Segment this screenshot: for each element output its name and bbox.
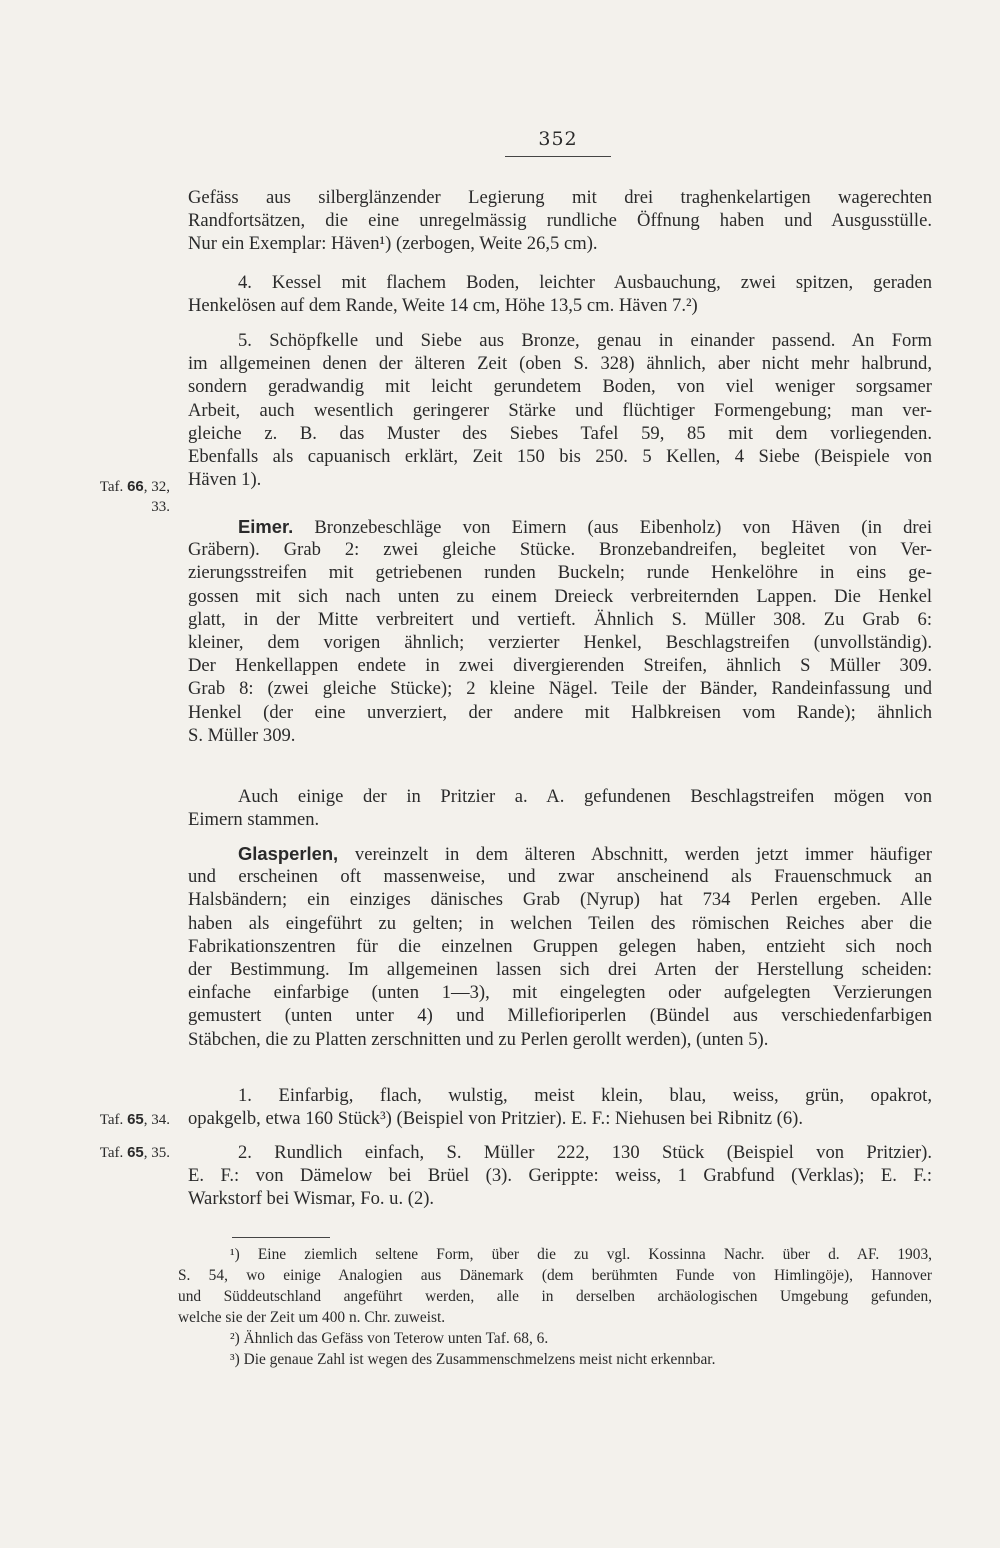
text-line: gossen mit sich nach unten zu einem Dreieck verbreiternden Lappen. Die Henkel	[188, 585, 932, 607]
text-line: Glasperlen, vereinzelt in dem älteren Abschnitt, werden jetzt immer häufiger	[238, 843, 933, 865]
margin-note-taf66: Taf. 66, 32, 33.	[99, 478, 170, 515]
text-line: glatt, in der Mitte verbreitert und vertieft. Ähnlich S. Müller 308. Zu Grab 6:	[188, 608, 932, 630]
text-line: 4. Kessel mit flachem Boden, leichter Ausbauchung, zwei spitzen, geraden	[238, 272, 932, 293]
footnote-line: S. 54, wo einige Analogien aus Dänemark (dem berühmten Funde von Himlingöje), Hannover	[178, 1267, 932, 1284]
text-line: der Bestimmung. Im allgemeinen lassen sich drei Arten der Herstellung scheiden:	[188, 958, 932, 980]
text-line: Nur ein Exemplar: Häven¹) (zerbogen, Weite 26,5 cm).	[188, 233, 598, 255]
footnote-line: ¹) Eine ziemlich seltene Form, über die zu vgl. Kossinna Nachr. über d. AF. 1903,	[230, 1246, 932, 1263]
text-line: im allgemeinen denen der älteren Zeit (oben S. 328) ähnlich, aber nicht mehr halbrund,	[188, 353, 932, 375]
text-line: zierungsstreifen mit getriebenen runden Buckeln; runde Henkelöhre in eins ge-	[188, 562, 932, 584]
text-line: S. Müller 309.	[188, 724, 296, 746]
paragraph-pritzier	[188, 785, 932, 831]
paragraph-glasperlen	[188, 842, 932, 1051]
text-line: Randfortsätzen, die eine unregelmässig rundliche Öffnung haben und Ausgusstülle.	[188, 210, 932, 232]
footnote-line: ³) Die genaue Zahl ist wegen des Zusammenschmelzens meist nicht erkennbar.	[230, 1351, 716, 1368]
footnote-line: ²) Ähnlich das Gefäss von Teterow unten Taf. 68, 6.	[230, 1330, 549, 1347]
text-line: Halsbändern; ein einziges dänisches Grab (Nyrup) hat 734 Perlen ergeben. Alle	[188, 889, 932, 911]
footnote-separator	[232, 1237, 330, 1238]
text-line: Henkel (der eine unverziert, der andere mit Halbkreisen vom Rande); ähnlich	[188, 701, 932, 723]
text-line: opakgelb, etwa 160 Stück³) (Beispiel von Pritzier). E. F.: Niehusen bei Ribnitz (6).	[188, 1108, 803, 1130]
footnote-line: welche sie der Zeit um 400 n. Chr. zuweist.	[178, 1309, 446, 1326]
margin-note-taf65-34: Taf. 65, 34.	[99, 1111, 170, 1128]
section-heading-eimer: Eimer.	[238, 516, 294, 537]
text-line: Ebenfalls als capuanisch erklärt, Zeit 150 bis 250. 5 Kellen, 4 Siebe (Beispiele von	[188, 445, 932, 467]
text-line: einfache einfarbige (unten 1—3), mit eingelegten oder aufgelegten Verzierungen	[188, 982, 932, 1004]
text-line: Auch einige der in Pritzier a. A. gefundenen Beschlagstreifen mögen von	[238, 786, 932, 807]
text-line: Eimern stammen.	[188, 809, 320, 831]
text-line: sondern geradwandig mit leicht gerundetem Boden, von viel weniger sorgsamer	[188, 376, 932, 398]
paragraph-gefaess	[188, 186, 932, 256]
text-line: Gräbern). Grab 2: zwei gleiche Stücke. Bronzebandreifen, begleitet von Ver-	[188, 539, 932, 561]
footnote-line: und Süddeutschland angeführt werden, alle in derselben archäologischen Umgebung gefunden,	[178, 1288, 932, 1305]
paragraph-schoepfkelle	[188, 329, 932, 491]
text-line: gemustert (unten unter 4) und Millefioriperlen (Bündel aus verschiedenfarbigen	[188, 1005, 932, 1027]
text-line: E. F.: von Dämelow bei Brüel (3). Gerippte: weiss, 1 Grabfund (Verklas); E. F.:	[188, 1165, 932, 1187]
text-line: Häven 1).	[188, 469, 262, 491]
text-line: und erscheinen oft massenweise, und zwar anscheinend als Frauenschmuck an	[188, 866, 932, 888]
text-line: 1. Einfarbig, flach, wulstig, meist klein, blau, weiss, grün, opakrot,	[238, 1085, 932, 1106]
text-line: gleiche z. B. das Muster des Siebes Tafel 59, 85 mit dem vorliegenden.	[188, 422, 932, 444]
text-line: Arbeit, auch wesentlich geringerer Stärke und flüchtiger Formengebung; man ver-	[188, 399, 932, 421]
text-line: kleiner, dem vorigen ähnlich; verzierter Henkel, Beschlagstreifen (unvollständig).	[188, 631, 932, 653]
text-line: Gefäss aus silberglänzender Legierung mit drei traghenkelartigen wagerechten	[188, 187, 932, 208]
text-line: 2. Rundlich einfach, S. Müller 222, 130 Stück (Beispiel von Pritzier).	[238, 1142, 932, 1163]
paragraph-eimer	[188, 515, 932, 747]
page-number: 352	[505, 128, 611, 157]
text-line: Henkelösen auf dem Rande, Weite 14 cm, Höhe 13,5 cm. Häven 7.²)	[188, 295, 698, 317]
text-line: Warkstorf bei Wismar, Fo. u. (2).	[188, 1188, 435, 1210]
paragraph-kessel	[188, 271, 932, 317]
text-line: Grab 8: (zwei gleiche Stücke); 2 kleine Nägel. Teile der Bänder, Randeinfassung und	[188, 678, 932, 700]
text-line: Der Henkellappen endete in zwei divergierenden Streifen, ähnlich S Müller 309.	[188, 655, 932, 677]
text-line: haben als eingeführt zu gelten; in welchen Teilen des römischen Reiches aber die	[188, 912, 932, 934]
footnotes	[178, 1244, 932, 1370]
paragraph-rundlich	[188, 1141, 932, 1211]
text-line: Stäbchen, die zu Platten zerschnitten und zu Perlen gerollt werden), (unten 5).	[188, 1028, 769, 1050]
text-line: Fabrikationszentren für die einzelnen Gruppen gelegen haben, entzieht sich noch	[188, 935, 932, 957]
section-heading-glasperlen: Glasperlen,	[238, 843, 339, 864]
margin-note-taf65-35: Taf. 65, 35.	[99, 1144, 170, 1161]
text-line: 5. Schöpfkelle und Siebe aus Bronze, genau in einander passend. An Form	[238, 330, 932, 351]
text-line: Eimer. Bronzebeschläge von Eimern (aus Eibenholz) von Häven (in drei	[238, 516, 932, 538]
paragraph-einfarbig	[188, 1084, 932, 1130]
